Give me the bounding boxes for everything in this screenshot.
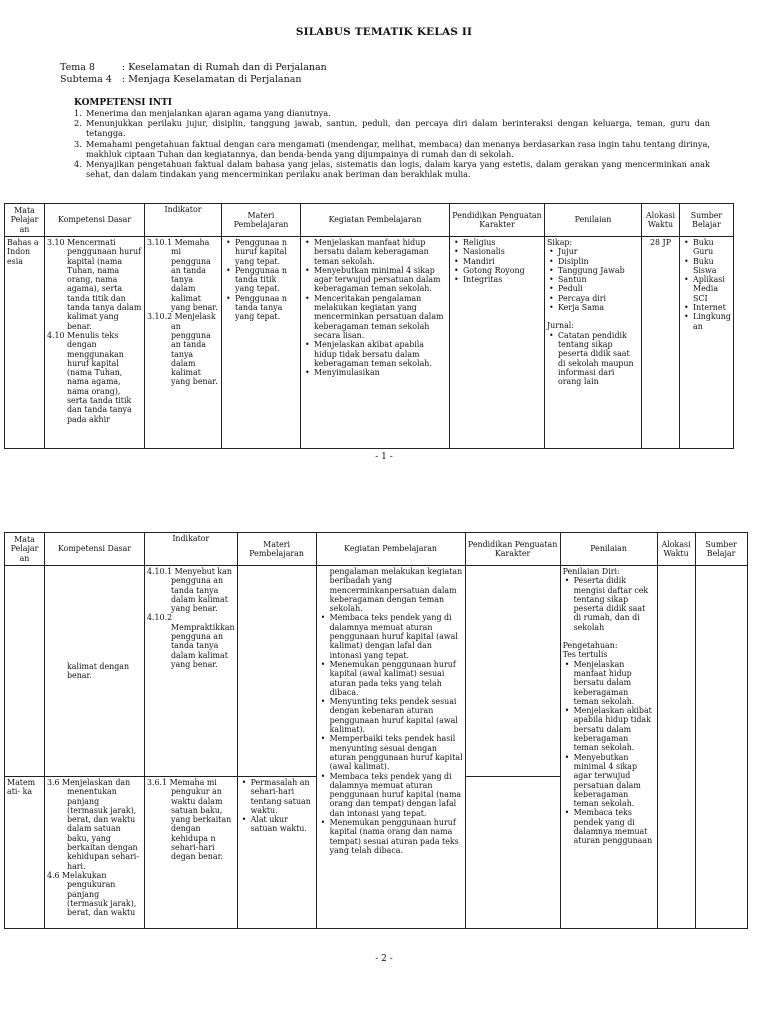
document-title: SILABUS TEMATIK KELAS II (295, 26, 473, 38)
header-kd: Kompetensi Dasar (45, 204, 145, 237)
header-ppk: Pendidikan Penguatan Karakter (465, 533, 560, 566)
page-number: - 2 - (375, 954, 393, 964)
table-row (5, 237, 734, 449)
cell-alokasi: 28 JP (642, 237, 680, 449)
tema-value: : Keselamatan di Rumah dan di Perjalanan (122, 62, 327, 73)
list-item: • Tanggung Jawab (547, 266, 639, 275)
header-materi: Materi Pembelajaran (222, 204, 301, 237)
list-item: • Menjelaskan manfaat hidup bersatu dalam keberagaman teman sekolah. (563, 660, 655, 706)
cell-kegiatan (301, 237, 450, 449)
list-item: • Menemukan penggunaan huruf kapital (awal kalimat) sesuai aturan pada teks yang telah dibaca. (319, 660, 463, 697)
list-item: • Buku Siswa (682, 257, 731, 276)
ki-item: 1. Menerima dan menjalankan ajaran agama yang dianutnya. (74, 108, 331, 118)
header-indikator: Indikator (145, 204, 222, 237)
list-item: • Aplikasi Media SCI (682, 275, 731, 303)
ki-item: 4. Menyajikan pengetahuan faktual dalam bahasa yang jelas, sistematis dan logis, dalam karya yang estetis, dalam gerakan yang mencerminkan anak sehat, dan dalam tindakan yang mencerminkan perilaku anak beriman dan berakhlak mulia. (74, 159, 710, 180)
kegiatan-continued: pengalaman melakukan kegiatan beribadah yang mencerminkanpersatuan dalam keberagaman dengan teman sekolah. (329, 567, 463, 614)
list-item: • Menyebutkan minimal 4 sikap agar terwujud persatuan dalam keberagaman teman sekolah. (303, 266, 447, 294)
list-item: • Menjelaskan manfaat hidup bersatu dalam keberagaman teman sekolah. (303, 238, 447, 266)
cell-mapel: Matem ati- ka (5, 777, 45, 929)
list-item: • Alat ukur satuan waktu. (240, 815, 314, 834)
list-item: • Membaca teks pendek yang di dalamnya memuat aturan penggunaan huruf kapital (awal kalimat) dengan lafal dan intonasi yang tepat. (319, 613, 463, 659)
list-item: • Nasionalis (452, 247, 542, 256)
cell-ppk (465, 777, 560, 929)
header-kegiatan: Kegiatan Pembelajaran (316, 533, 465, 566)
cell-alokasi (657, 566, 695, 929)
list-item: • Catatan pendidik tentang sikap peserta didik saat di sekolah maupun informasi dari orang lain (547, 331, 639, 387)
header-materi: Materi Pembelajaran (237, 533, 316, 566)
cell-materi (237, 777, 316, 929)
table-row (5, 566, 748, 777)
cell-kd: 3.10 Mencermati penggunaan huruf kapital (nama Tuhan, nama orang, nama agama), serta tanda titik dan tanda tanya dalam kalimat yang benar. 4.10 Menulis teks dengan menggunakan huruf kapital (nama Tuhan, nama agama, nama orang), serta tanda titik dan tanda tanya pada akhir (45, 237, 145, 449)
header-alokasi: Alokasi Waktu (657, 533, 695, 566)
cell-indikator: 3.10.1 Memaha mi pengguna an tanda tanya dalam kalimat yang benar. 3.10.2 Menjelask an pengguna an tanda tanya dalam kalimat yang benar. (145, 237, 222, 449)
header-sumber: Sumber Belajar (680, 204, 734, 237)
list-item: • Penggunaa n huruf kapital yang tepat. (224, 238, 298, 266)
kompetensi-inti-heading: KOMPETENSI INTI (74, 98, 172, 108)
ki-item: 3. Memahami pengetahuan faktual dengan cara mengamati (mendengar, melihat, membaca) dan menanya berdasarkan rasa ingin tahu tentang dirinya, makhluk ciptaan Tuhan dan kegiatannya, dan benda-benda yang dijumpainya di rumah dan di sekolah. (74, 138, 710, 159)
silabus-table-1 (4, 203, 734, 449)
list-item: • Lingkung an (682, 312, 731, 331)
cell-sumber (680, 237, 734, 449)
tes-tertulis-label: Tes tertulis (562, 650, 608, 660)
subtema-line (60, 74, 302, 85)
cell-kegiatan (316, 566, 465, 929)
list-item: • Kerja Sama (547, 303, 639, 312)
penilaian-jurnal-label: Jurnal: (547, 321, 574, 331)
list-item: • Penggunaa n tanda tanya yang tepat. (224, 294, 298, 322)
penilaian-diri-label: Penilaian Diri: (562, 567, 620, 576)
list-item: • Internet (682, 303, 731, 312)
list-item: • Penggunaa n tanda titik yang tepat. (224, 266, 298, 294)
pengetahuan-label: Pengetahuan: (562, 641, 618, 651)
list-item: • Buku Guru (682, 238, 731, 257)
cell-indikator: 3.6.1 Memaha mi pengukur an waktu dalam satuan baku, yang berkaitan dengan kehidupa n sehari-hari degan benar. (145, 777, 238, 929)
list-item: • Peduli (547, 284, 639, 293)
list-item: • Percaya diri (547, 294, 639, 303)
list-item: • Santun (547, 275, 639, 284)
list-item: • Menemukan penggunaan huruf kapital (nama orang dan nama tempat) sesuai aturan pada teks yang telah dibaca. (319, 818, 463, 855)
list-item: • Peserta didik mengisi daftar cek tentang sikap peserta didik saat di rumah, dan di sekolah (563, 576, 655, 632)
cell-kd: kalimat dengan benar. (45, 566, 145, 777)
table-header-row (5, 533, 748, 566)
header-sumber: Sumber Belajar (695, 533, 747, 566)
ki-item: 2. Menunjukkan perilaku jujur, disiplin, tanggung jawab, santun, peduli, dan percaya diri dalam berinteraksi dengan keluarga, teman, guru dan tetangga. (74, 118, 710, 139)
cell-materi (237, 566, 316, 777)
list-item: • Permasalah an sehari-hari tentang satuan waktu. (240, 778, 314, 815)
list-item: • Membaca teks pendek yang di dalamnya memuat aturan penggunaan huruf kapital (nama orang dan tempat) dengan lafal dan intonasi yang tepat. (319, 772, 463, 818)
list-item: • Menyebutkan minimal 4 sikap agar terwujud persatuan dalam keberagaman teman sekolah. (563, 753, 655, 809)
cell-kd: 3.6 Menjelaskan dan menentukan panjang (termasuk jarak), berat, dan waktu dalam satuan baku, yang berkaitan dengan kehidupan sehari-hari. 4.6 Melakukan pengukuran panjang (termasuk jarak), berat, dan waktu (45, 777, 145, 929)
kompetensi-inti-list (74, 108, 710, 179)
header-mapel: Mata Pelajar an (5, 533, 45, 566)
list-item: • Integritas (452, 275, 542, 284)
tema-label: Tema 8 (60, 62, 95, 73)
cell-materi (222, 237, 301, 449)
list-item: • Menyimulasikan (303, 368, 447, 377)
header-ppk: Pendidikan Penguatan Karakter (450, 204, 545, 237)
header-kd: Kompetensi Dasar (45, 533, 145, 566)
subtema-value: : Menjaga Keselamatan di Perjalanan (122, 74, 302, 85)
silabus-table-2 (4, 532, 748, 929)
cell-ppk (450, 237, 545, 449)
header-penilaian: Penilaian (560, 533, 657, 566)
subtema-label: Subtema 4 (60, 74, 112, 85)
cell-ppk (465, 566, 560, 777)
list-item: • Menyunting teks pendek sesuai dengan kebenaran aturan penggunaan huruf kapital (awal kalimat). (319, 697, 463, 734)
penilaian-sikap-label: Sikap: (547, 238, 573, 247)
list-item: • Jujur (547, 247, 639, 256)
list-item: • Membaca teks pendek yang di dalamnya memuat aturan penggunaan (563, 808, 655, 845)
table-header-row (5, 204, 734, 237)
page-number: - 1 - (375, 452, 393, 462)
header-alokasi: Alokasi Waktu (642, 204, 680, 237)
header-kegiatan: Kegiatan Pembelajaran (301, 204, 450, 237)
list-item: • Menjelaskan akibat apabila hidup tidak bersatu dalam keberagaman teman sekolah. (303, 340, 447, 368)
cell-mapel (5, 566, 45, 777)
header-penilaian: Penilaian (545, 204, 642, 237)
page-2 (0, 470, 768, 1024)
header-indikator: Indikator (145, 533, 238, 566)
list-item: • Menceritakan pengalaman melakukan kegiatan yang mencerminkan persatuan dalam keberagaman teman sekolah secara lisan. (303, 294, 447, 340)
list-item: • Disiplin (547, 257, 639, 266)
cell-penilaian (560, 566, 657, 929)
cell-sumber (695, 566, 747, 929)
tema-line (60, 62, 327, 73)
list-item: • Menjelaskan akibat apabila hidup tidak bersatu dalam keberagaman teman sekolah. (563, 706, 655, 752)
list-item: • Gotong Royong (452, 266, 542, 275)
cell-penilaian (545, 237, 642, 449)
header-mapel: Mata Pelajar an (5, 204, 45, 237)
list-item: • Memperbaiki teks pendek hasil menyunting sesuai dengan aturan penggunaan huruf kapital (awal kalimat). (319, 734, 463, 771)
page-1 (0, 0, 768, 470)
list-item: • Mandiri (452, 257, 542, 266)
list-item: • Religius (452, 238, 542, 247)
cell-mapel: Bahas a Indon esia (5, 237, 45, 449)
cell-indikator: 4.10.1 Menyebut kan pengguna an tanda tanya dalam kalimat yang benar. 4.10.2 Mempraktikkan pengguna an tanda tanya dalam kalimat yang benar. (145, 566, 238, 777)
